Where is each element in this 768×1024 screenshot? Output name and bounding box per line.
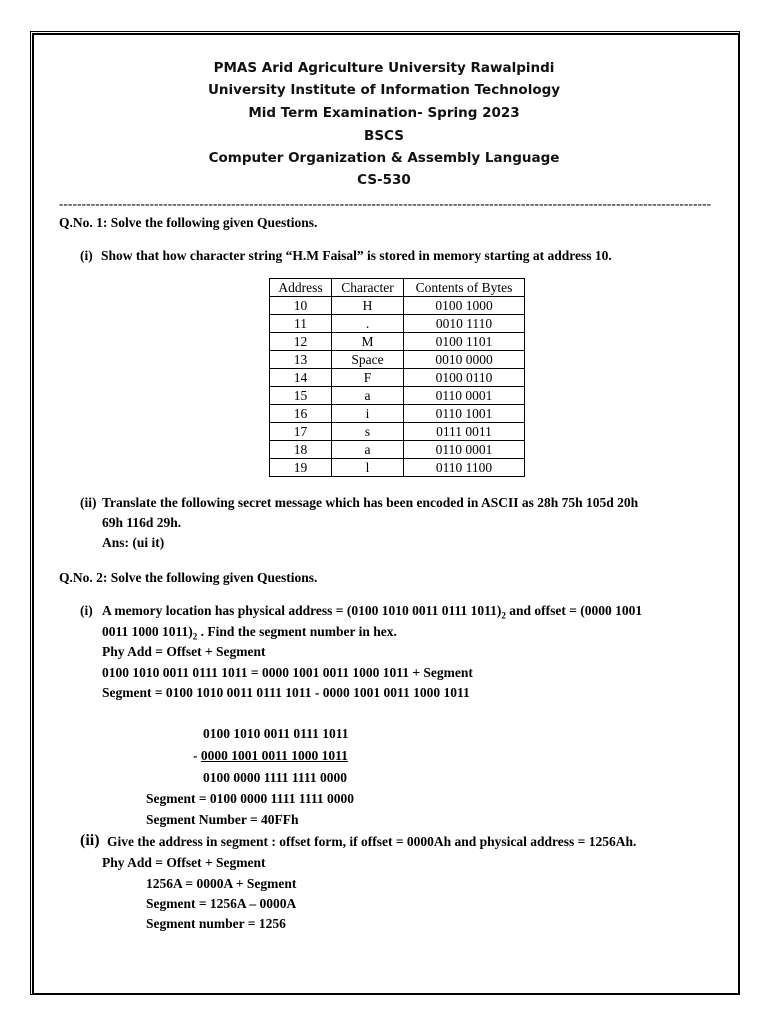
cell-address: 13 bbox=[270, 351, 332, 369]
header-contents: Contents of Bytes bbox=[404, 279, 525, 297]
exam-title: Mid Term Examination- Spring 2023 bbox=[248, 105, 520, 121]
cell-bytes: 0110 1001 bbox=[404, 405, 525, 423]
table-row bbox=[270, 459, 525, 477]
q1-title: Q.No. 1: Solve the following given Questions. bbox=[59, 215, 318, 230]
header-divider: ------------------------------------------------------------------------------------------------------------------------------------------------ bbox=[59, 196, 712, 210]
table-row bbox=[270, 423, 525, 441]
cell-character: Space bbox=[332, 351, 404, 369]
q2-i-question-line1: A memory location has physical address = (0100 1010 0011 0111 $1011)_2$ and offset = (0000 1001 bbox=[102, 603, 643, 621]
q1-i-number: (i) bbox=[80, 248, 93, 263]
table-row bbox=[270, 441, 525, 459]
q2-i-formula: Phy Add = Offset + Segment bbox=[102, 644, 266, 659]
table-row bbox=[270, 369, 525, 387]
cell-address: 10 bbox=[270, 297, 332, 315]
cell-address: 15 bbox=[270, 387, 332, 405]
calc-subtrahend-line: - 0000 1001 0011 1000 1011 bbox=[193, 748, 348, 763]
cell-bytes: 0010 0000 bbox=[404, 351, 525, 369]
cell-address: 17 bbox=[270, 423, 332, 441]
cell-address: 12 bbox=[270, 333, 332, 351]
q2-i-segment-expression: Segment = 0100 1010 0011 0111 1011 - 0000 1001 0011 1000 1011 bbox=[102, 685, 470, 700]
q2-i-number: (i) bbox=[80, 603, 93, 618]
memory-table bbox=[269, 278, 525, 477]
cell-bytes: 0110 0001 bbox=[404, 441, 525, 459]
cell-bytes: 0100 1000 bbox=[404, 297, 525, 315]
cell-character: a bbox=[332, 387, 404, 405]
cell-character: i bbox=[332, 405, 404, 423]
cell-character: H bbox=[332, 297, 404, 315]
segment-number-hex: Segment Number = 40FFh bbox=[146, 812, 299, 827]
table-row bbox=[270, 405, 525, 423]
q2-ii-number: (ii) bbox=[80, 832, 100, 849]
cell-address: 19 bbox=[270, 459, 332, 477]
q1-ii-answer: Ans: (ui it) bbox=[102, 535, 165, 550]
table-row bbox=[270, 315, 525, 333]
cell-character: F bbox=[332, 369, 404, 387]
q1-ii-question-line2: 69h 116d 29h. bbox=[102, 515, 182, 530]
cell-address: 14 bbox=[270, 369, 332, 387]
cell-character: a bbox=[332, 441, 404, 459]
table-row bbox=[270, 387, 525, 405]
table-row bbox=[270, 351, 525, 369]
q1-ii-number: (ii) bbox=[80, 495, 97, 510]
table-header-row bbox=[270, 279, 525, 297]
cell-bytes: 0010 1110 bbox=[404, 315, 525, 333]
cell-character: s bbox=[332, 423, 404, 441]
cell-bytes: 0100 1101 bbox=[404, 333, 525, 351]
header-character: Character bbox=[332, 279, 404, 297]
q2-ii-question: Give the address in segment : offset form, if offset = 0000Ah and physical address = 1256Ah. bbox=[107, 834, 637, 849]
cell-bytes: 0110 0001 bbox=[404, 387, 525, 405]
calc-result: 0100 0000 1111 1111 0000 bbox=[203, 770, 348, 785]
q2-ii-substitution: 1256A = 0000A + Segment bbox=[146, 876, 297, 891]
cell-bytes: 0110 1100 bbox=[404, 459, 525, 477]
q2-ii-segment-number: Segment number = 1256 bbox=[146, 916, 286, 931]
course-code: CS-530 bbox=[357, 172, 411, 188]
cell-address: 18 bbox=[270, 441, 332, 459]
calc-minuend: 0100 1010 0011 0111 1011 bbox=[203, 726, 349, 741]
table-row bbox=[270, 333, 525, 351]
table-row bbox=[270, 297, 525, 315]
cell-address: 11 bbox=[270, 315, 332, 333]
calc-subtrahend: 0000 1001 0011 1000 1011 bbox=[200, 748, 348, 763]
cell-bytes: 0111 0011 bbox=[404, 423, 525, 441]
q2-ii-segment-expression: Segment = 1256A – 0000A bbox=[146, 896, 297, 911]
q2-i-substitution: 0100 1010 0011 0111 1011 = 0000 1001 0011 1000 1011 + Segment bbox=[102, 665, 473, 680]
course-name: Computer Organization & Assembly Language bbox=[208, 150, 560, 166]
q1-i-question: Show that how character string “H.M Faisal” is stored in memory starting at address 10. bbox=[101, 248, 612, 263]
cell-address: 16 bbox=[270, 405, 332, 423]
segment-binary: Segment = 0100 0000 1111 1111 0000 bbox=[146, 791, 354, 806]
q2-i-question-line2: 0011 1000 $1011)_2$ . Find the segment number in hex. bbox=[102, 624, 397, 642]
program-name: BSCS bbox=[364, 128, 404, 144]
institute-name: University Institute of Information Technology bbox=[207, 82, 561, 98]
header-address: Address bbox=[270, 279, 332, 297]
q1-ii-question-line1: Translate the following secret message which has been encoded in ASCII as 28h 75h 105d 20h bbox=[102, 495, 639, 510]
cell-character: . bbox=[332, 315, 404, 333]
cell-character: l bbox=[332, 459, 404, 477]
q2-title: Q.No. 2: Solve the following given Questions. bbox=[59, 570, 318, 585]
q2-ii-formula: Phy Add = Offset + Segment bbox=[102, 855, 266, 870]
cell-bytes: 0100 0110 bbox=[404, 369, 525, 387]
cell-character: M bbox=[332, 333, 404, 351]
university-name: PMAS Arid Agriculture University Rawalpindi bbox=[213, 60, 555, 76]
